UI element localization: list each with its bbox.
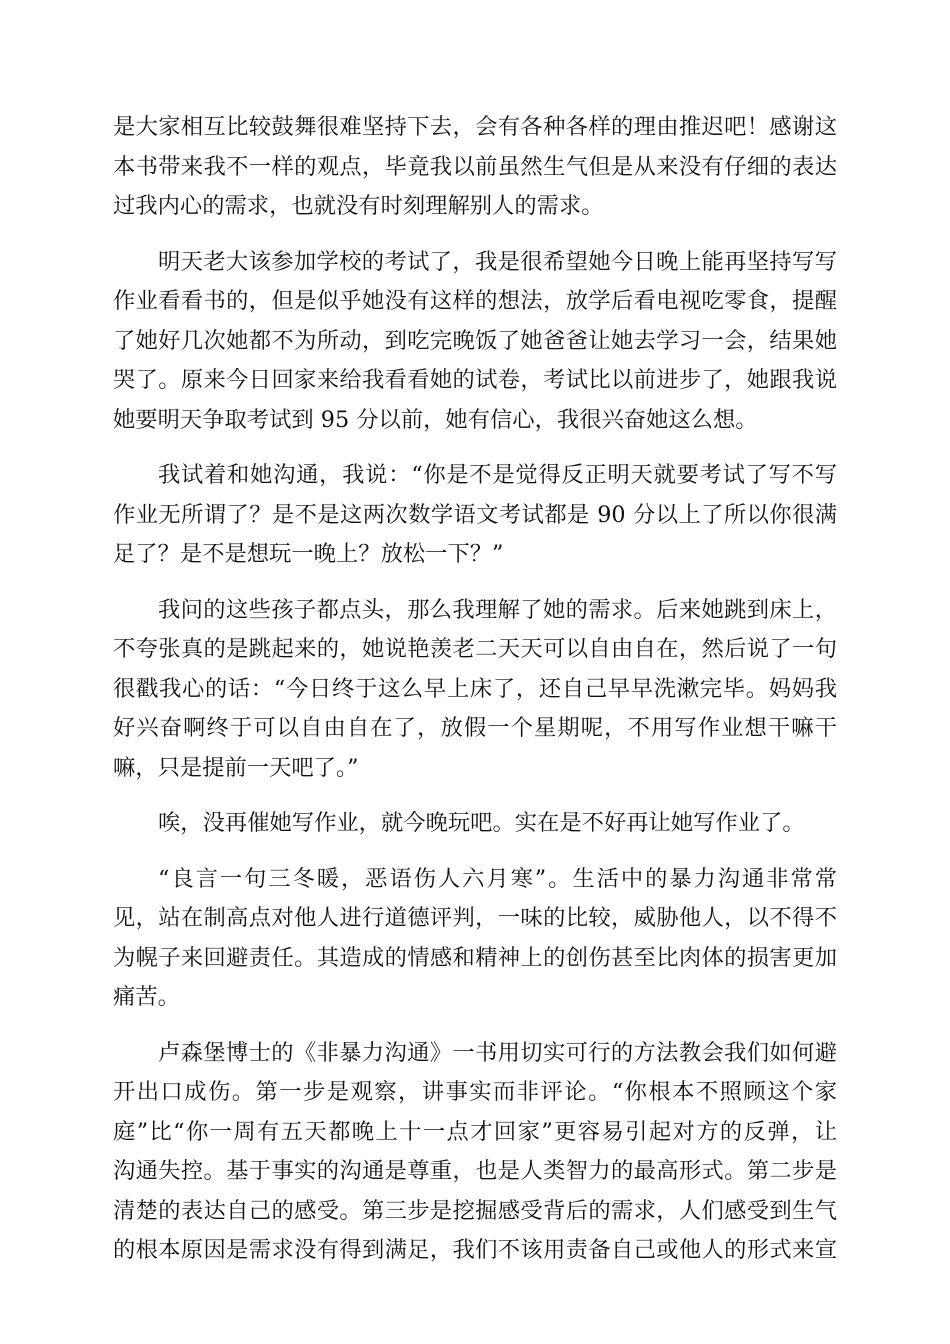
text-line: 我试着和她沟通，我说：“你是不是觉得反正明天就要考试了写不写 [158, 462, 837, 488]
text-line: 不夸张真的是跳起来的，她说艳羡老二天天可以自由自在，然后说了一句 [113, 636, 837, 662]
paragraph-2 [113, 243, 837, 441]
text-line: 嘛，只是提前一天吧了。” [113, 754, 359, 781]
paragraph-3 [113, 456, 837, 575]
paragraph-7 [113, 1034, 837, 1271]
text-line: 开出口成伤。第一步是观察，讲事实而非评论。“你根本不照顾这个家 [113, 1079, 837, 1105]
text-line: 沟通失控。基于事实的沟通是尊重，也是人类智力的最高形式。第二步是 [113, 1158, 837, 1184]
text-line: 过我内心的需求，也就没有时刻理解别人的需求。 [113, 193, 604, 219]
text-line: 庭”比“你一周有五天都晚上十一点才回家”更容易引起对方的反弹，让 [113, 1118, 837, 1145]
text-line: 她要明天争取考试到 95 分以前，她有信心，我很兴奋她这么想。 [113, 406, 758, 433]
text-line: 了她好几次她都不为所动，到吃完晚饭了她爸爸让她去学习一会，结果她 [113, 327, 837, 354]
text-line: 卢森堡博士的《非暴力沟通》一书用切实可行的方法教会我们如何避 [158, 1039, 837, 1066]
text-line: 明天老大该参加学校的考试了，我是很希望她今日晚上能再坚持写写 [158, 248, 837, 275]
document-body [113, 108, 837, 1271]
text-line: 很戳我心的话：“今日终于这么早上床了，还自己早早洗漱完毕。妈妈我 [113, 675, 837, 702]
text-line: 唉，没再催她写作业，就今晚玩吧。实在是不好再让她写作业了。 [158, 810, 805, 836]
text-line: 哭了。原来今日回家来给我看看她的试卷，考试比以前进步了，她跟我说 [113, 367, 837, 393]
paragraph-5 [113, 804, 837, 844]
text-line: 我问的这些孩子都点头，那么我理解了她的需求。后来她跳到床上， [158, 596, 837, 623]
text-line: 为幌子来回避责任。其造成的情感和精神上的创伤甚至比肉体的损害更加 [113, 944, 837, 971]
text-line: 见，站在制高点对他人进行道德评判，一味的比较，威胁他人，以不得不 [113, 905, 837, 931]
paragraph-6 [113, 860, 837, 1018]
text-line: 作业无所谓了？是不是这两次数学语文考试都是 90 分以上了所以你很满 [113, 501, 837, 528]
text-line: 清楚的表达自己的感受。第三步是挖掘感受背后的需求，人们感受到生气 [113, 1197, 837, 1224]
paragraph-1 [113, 108, 837, 227]
text-line: 足了？是不是想玩一晚上？放松一下？” [113, 541, 504, 567]
text-line: 作业看看书的，但是似乎她没有这样的想法，放学后看电视吃零食，提醒 [113, 288, 837, 314]
text-line: 的根本原因是需求没有得到满足，我们不该用责备自己或他人的形式来宣 [113, 1237, 837, 1263]
text-line: “良言一句三冬暖，恶语伤人六月寒”。生活中的暴力沟通非常常 [158, 865, 837, 892]
text-line: 好兴奋啊终于可以自由自在了，放假一个星期呢，不用写作业想干嘛干 [113, 715, 837, 741]
text-line: 痛苦。 [113, 984, 180, 1010]
paragraph-4 [113, 591, 837, 789]
text-line: 本书带来我不一样的观点，毕竟我以前虽然生气但是从来没有仔细的表达 [113, 153, 837, 180]
text-line: 是大家相互比较鼓舞很难坚持下去，会有各种各样的理由推迟吧！感谢这 [113, 114, 837, 140]
